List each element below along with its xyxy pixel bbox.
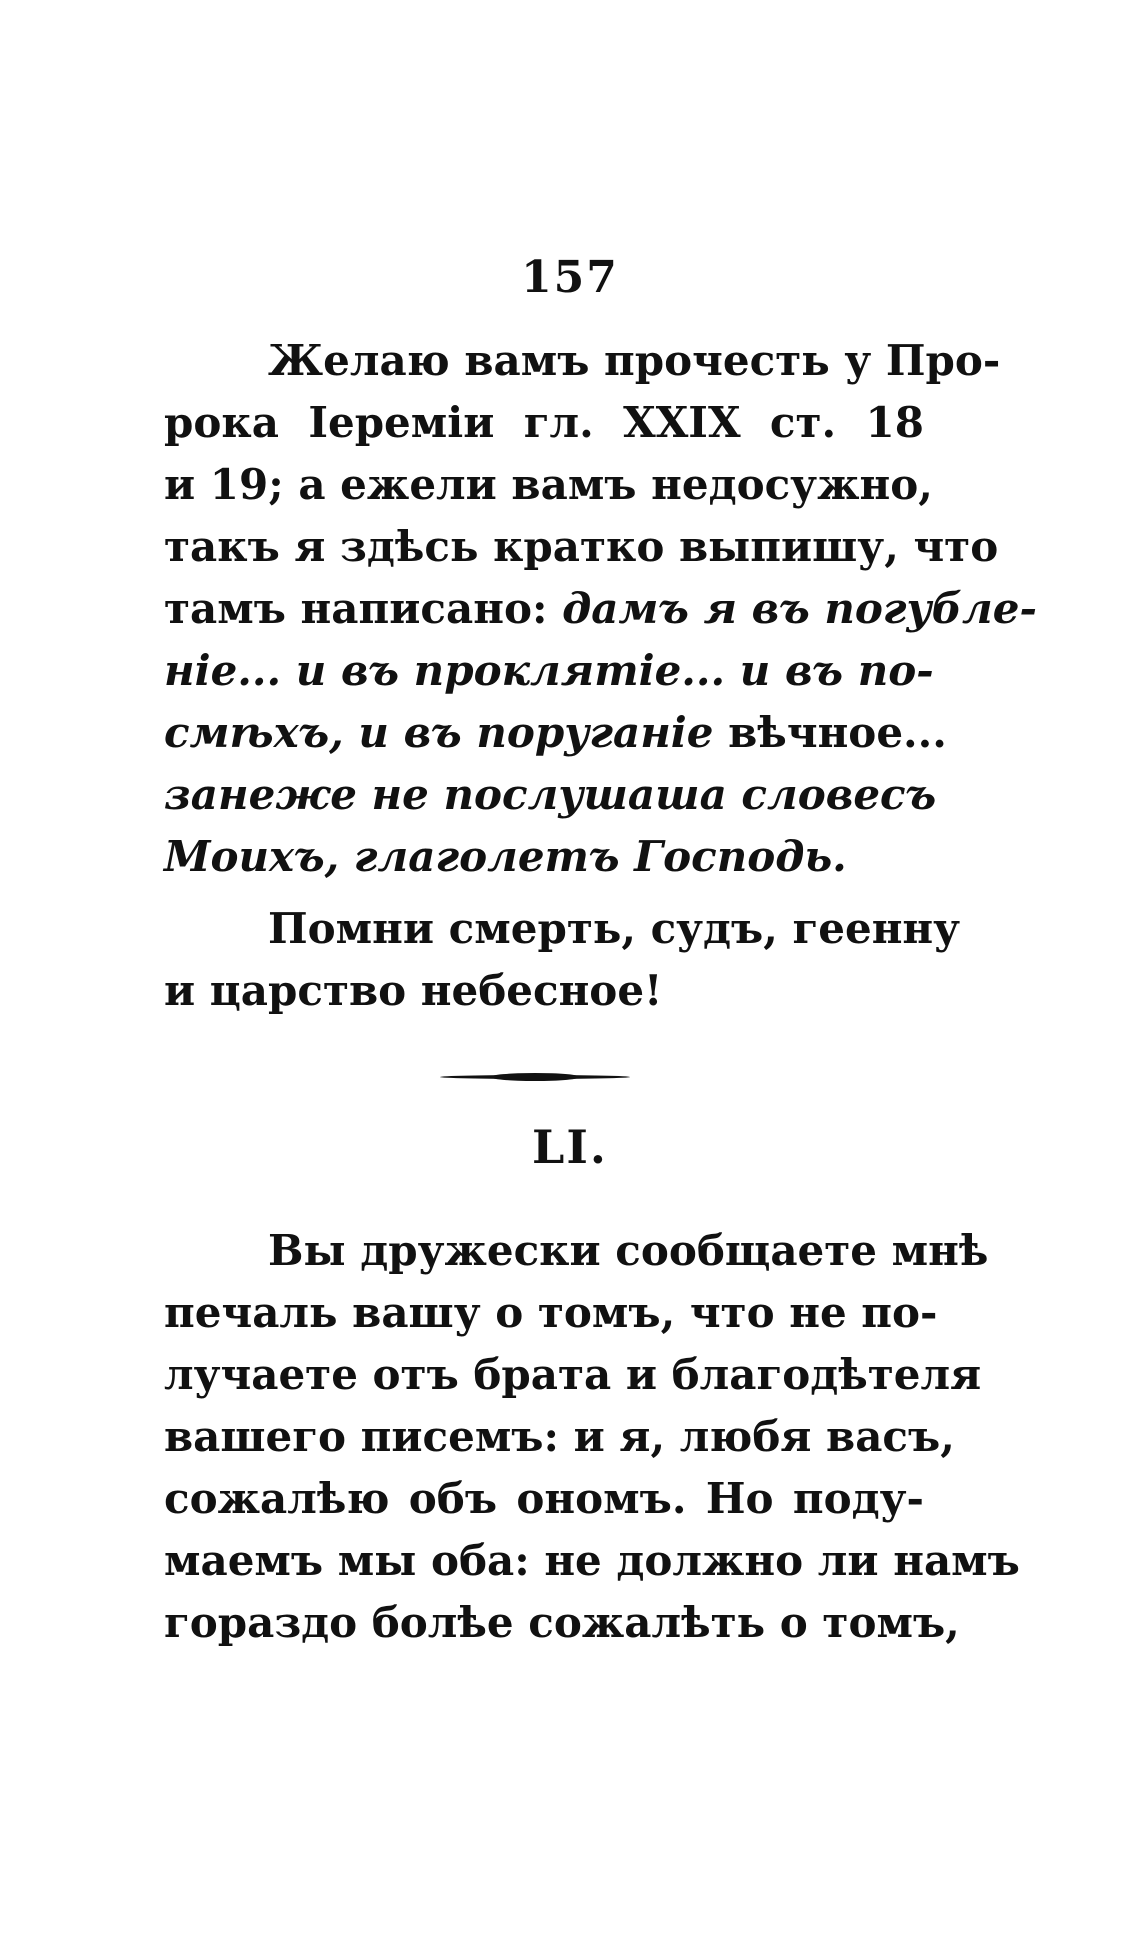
text-line [164, 578, 1037, 640]
text-line: сожалѣю объ ономъ. Но поду- [164, 1474, 924, 1523]
text-line-italic: Моихъ, глаголетъ Господь. [164, 832, 847, 881]
text-line-italic: дамъ я въ погубле- [562, 584, 1037, 633]
paragraph-quotation [164, 330, 1037, 888]
text-line: лучаете отъ брата и благодѣтеля [164, 1350, 982, 1399]
text-line: Помни смерть, судъ, геенну [268, 904, 961, 953]
paragraph-letter [164, 1220, 1020, 1654]
section-heading: LI. [532, 1120, 608, 1174]
section-divider-swell [490, 1073, 580, 1081]
text-line-roman: тамъ написано: [164, 584, 563, 633]
text-line: печаль вашу о томъ, что не по- [164, 1288, 938, 1337]
text-line: вашего писемъ: и я, любя васъ, [164, 1412, 955, 1461]
text-line-italic: занеже не послушаша словесъ [164, 770, 937, 819]
text-line: такъ я здѣсь кратко выпишу, что [164, 522, 999, 571]
page-number: 157 [521, 252, 619, 303]
text-line-italic: ніе... и въ проклятіе... и въ по- [164, 646, 934, 695]
text-line: рока Іереміи гл. XXIX ст. 18 [164, 398, 924, 447]
text-line: Желаю вамъ прочесть у Про- [268, 336, 1001, 385]
text-line: и 19; а ежели вамъ недосужно, [164, 460, 933, 509]
text-line-roman: вѣчное... [728, 708, 947, 757]
text-line: маемъ мы оба: не должно ли намъ [164, 1536, 1020, 1585]
text-line: Вы дружески сообщаете мнѣ [268, 1226, 989, 1275]
text-line-italic: смѣхъ, и въ поруганіе [164, 708, 729, 757]
paragraph-exhortation [164, 898, 961, 1022]
text-line: гораздо болѣе сожалѣть о томъ, [164, 1598, 960, 1647]
text-line [164, 702, 947, 764]
text-line: и царство небесное! [164, 966, 663, 1015]
